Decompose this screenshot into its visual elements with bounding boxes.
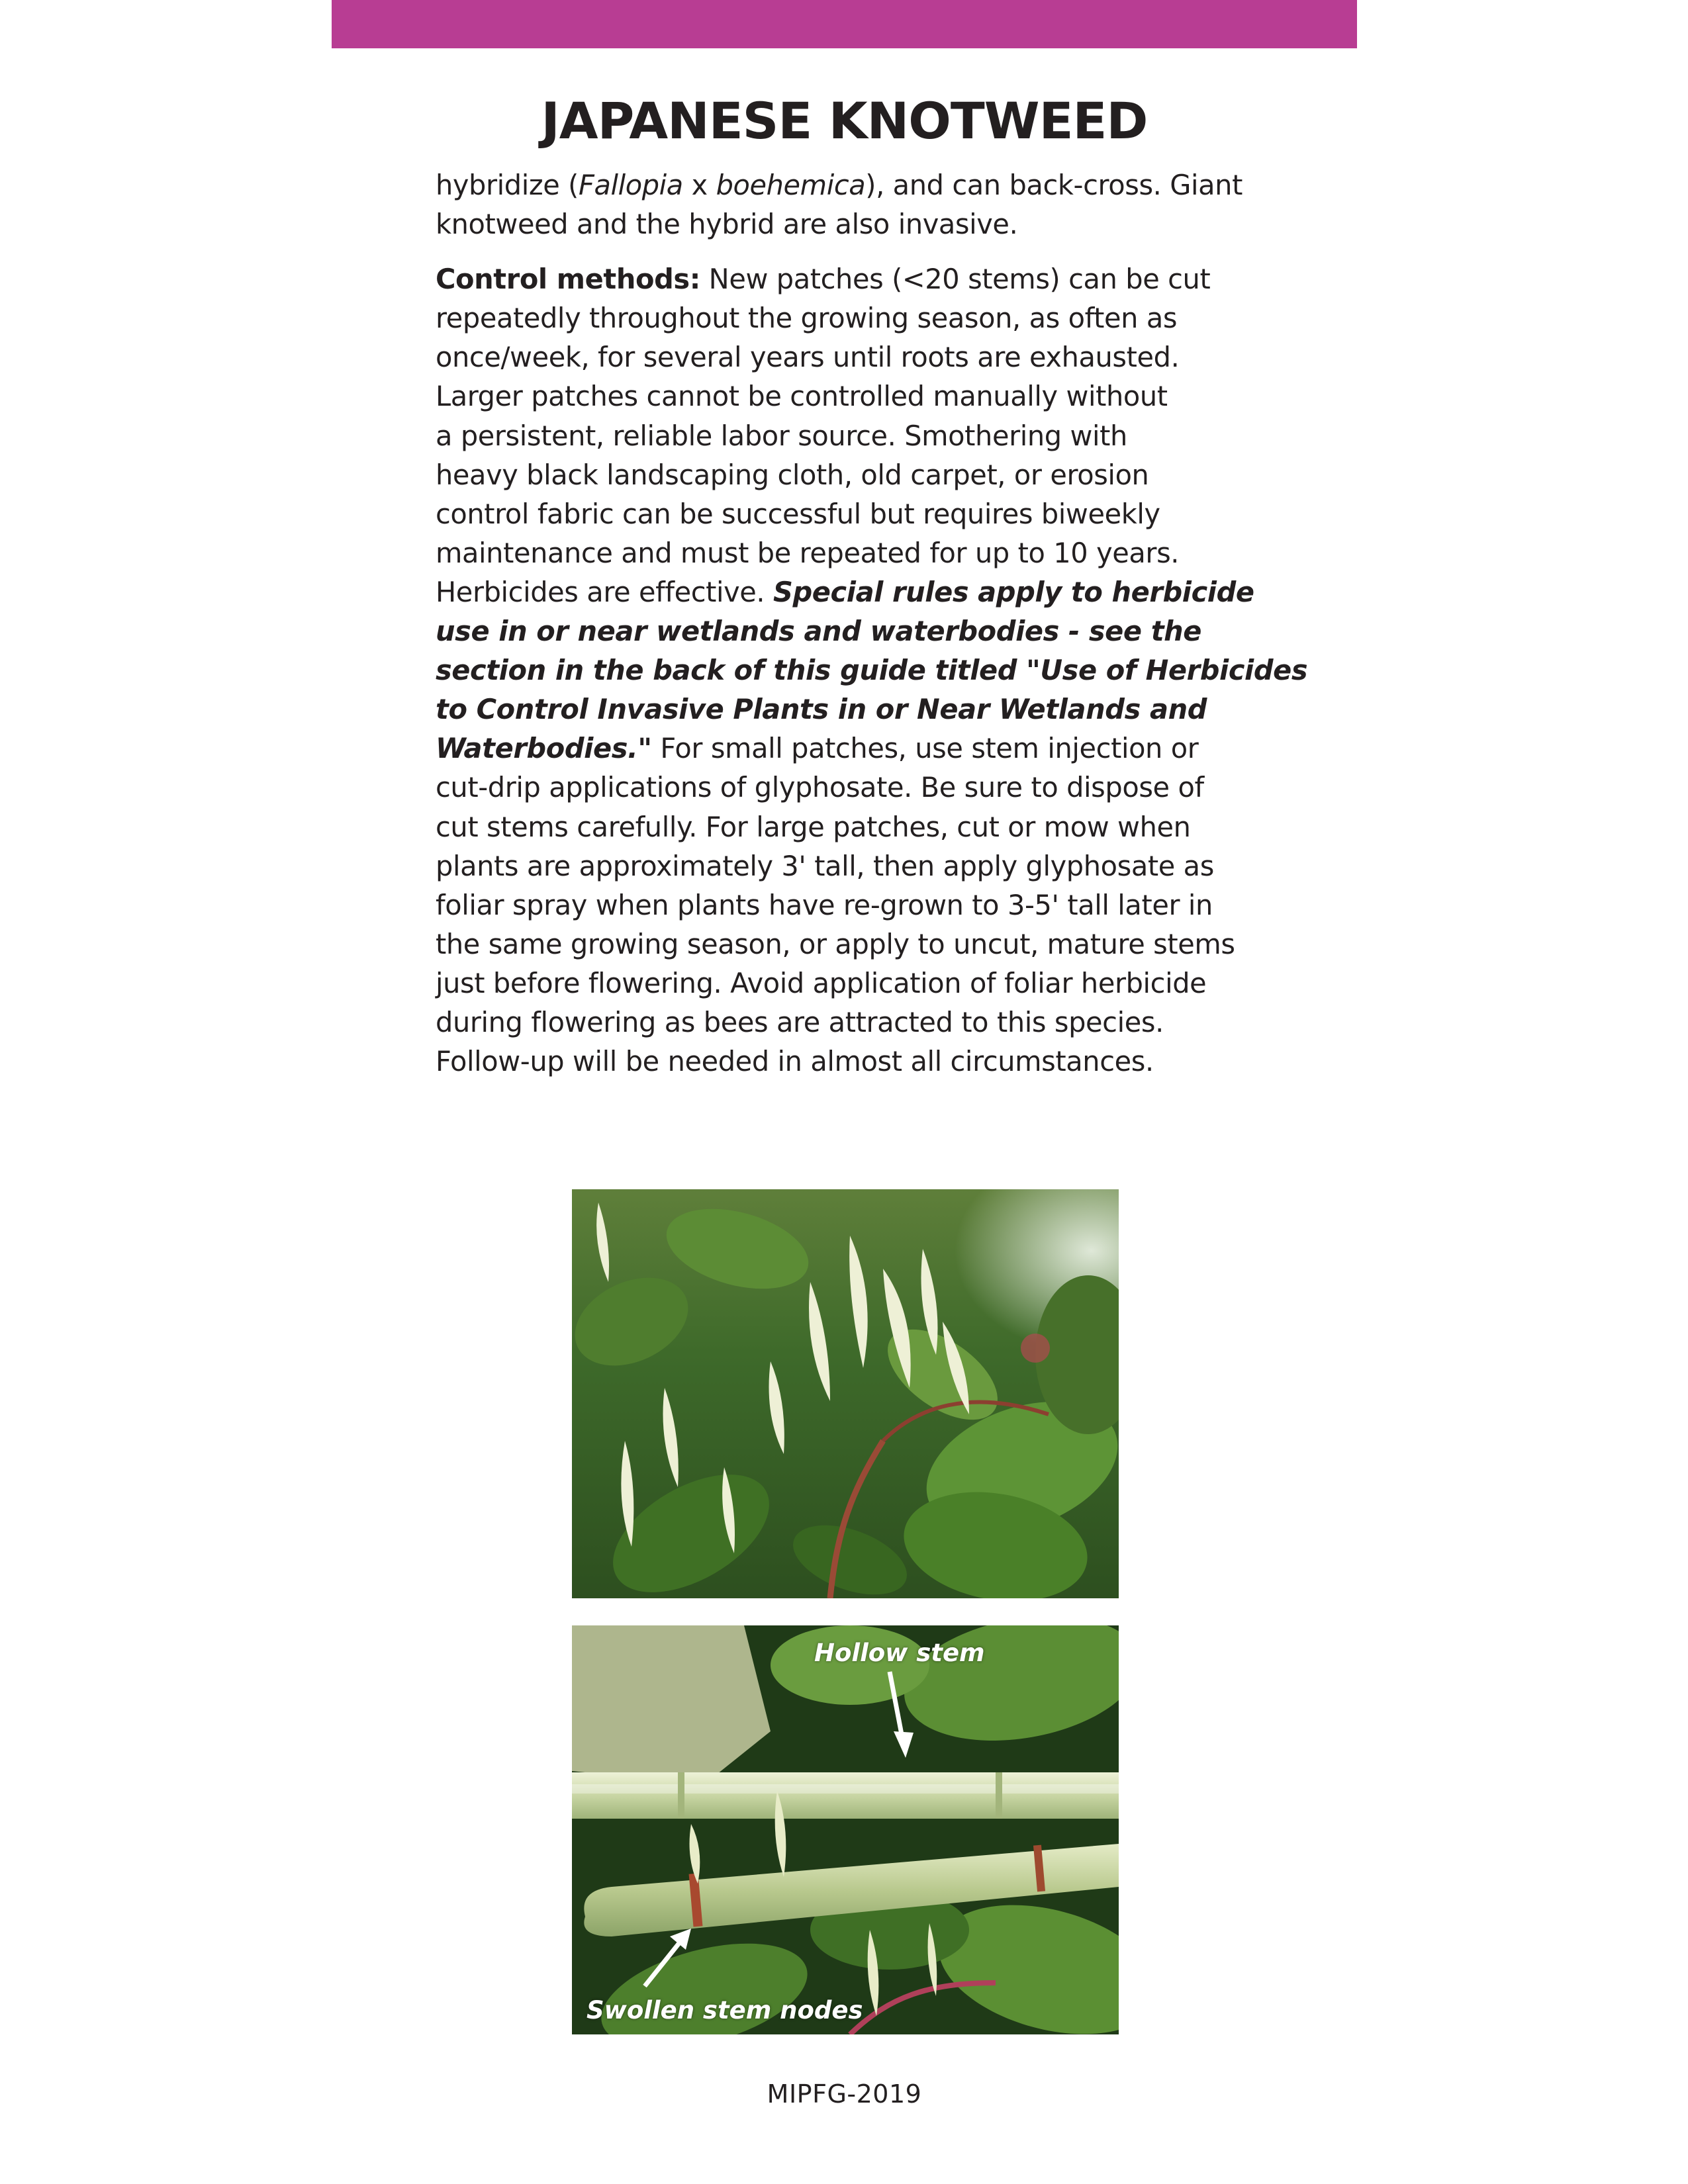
intro-paragraph — [436, 165, 1256, 244]
flower-photo-illustration — [572, 1189, 1119, 1598]
control-line: cut-drip applications of glyphosate. Be sure to dispose of — [436, 771, 1204, 804]
intro-line-1: hybridize (Fallopia x boehemica), and can back-cross. Giant — [436, 169, 1243, 201]
control-line: repeatedly throughout the growing season, as often as — [436, 302, 1178, 335]
control-line: control fabric can be successful but requires biweekly — [436, 497, 1160, 530]
control-line: Waterbodies." For small patches, use stem injection or — [436, 732, 1199, 765]
footer-code: MIPFG-2019 — [767, 2079, 922, 2109]
control-line: Follow-up will be needed in almost all circumstances. — [436, 1045, 1154, 1078]
flower-photo — [572, 1189, 1119, 1598]
control-methods-paragraph — [436, 259, 1308, 1081]
special-rules-text: Waterbodies." — [436, 732, 652, 765]
control-line: Larger patches cannot be controlled manually without — [436, 380, 1168, 413]
intro-line-2: knotweed and the hybrid are also invasive. — [436, 208, 1018, 241]
control-line: a persistent, reliable labor source. Smothering with — [436, 419, 1127, 452]
swollen-nodes-label: Swollen stem nodes — [586, 1996, 863, 2025]
special-rules-text: Special rules apply to herbicide — [773, 575, 1254, 608]
body-text — [436, 165, 1308, 1081]
control-line-1: Control methods: New patches (<20 stems) can be cut — [436, 263, 1211, 296]
header-accent-bar — [332, 0, 1357, 48]
stem-photo — [572, 1625, 1119, 2034]
special-rules-line: to Control Invasive Plants in or Near Wetlands and — [436, 693, 1207, 726]
control-line: cut stems carefully. For large patches, cut or mow when — [436, 810, 1191, 843]
page-title: JAPANESE KNOTWEED — [541, 91, 1148, 150]
hollow-stem-label: Hollow stem — [814, 1639, 985, 1667]
control-line: Herbicides are effective. Special rules apply to herbicide — [436, 575, 1254, 608]
special-rules-line: use in or near wetlands and waterbodies - see the — [436, 615, 1202, 648]
control-line: during flowering as bees are attracted to this species. — [436, 1005, 1164, 1038]
control-line: foliar spray when plants have re-grown to 3-5' tall later in — [436, 888, 1213, 921]
special-rules-line: section in the back of this guide titled "Use of Herbicides — [436, 654, 1308, 687]
control-line: the same growing season, or apply to uncut, mature stems — [436, 927, 1235, 960]
control-line: maintenance and must be repeated for up to 10 years. — [436, 536, 1180, 569]
control-line: once/week, for several years until roots are exhausted. — [436, 341, 1180, 374]
control-methods-label: Control methods: — [436, 263, 700, 296]
control-line: plants are approximately 3' tall, then apply glyphosate as — [436, 849, 1214, 882]
control-line: heavy black landscaping cloth, old carpet, or erosion — [436, 458, 1149, 491]
control-line: just before flowering. Avoid application of foliar herbicide — [436, 966, 1207, 999]
stem-photo-illustration — [572, 1625, 1119, 2034]
